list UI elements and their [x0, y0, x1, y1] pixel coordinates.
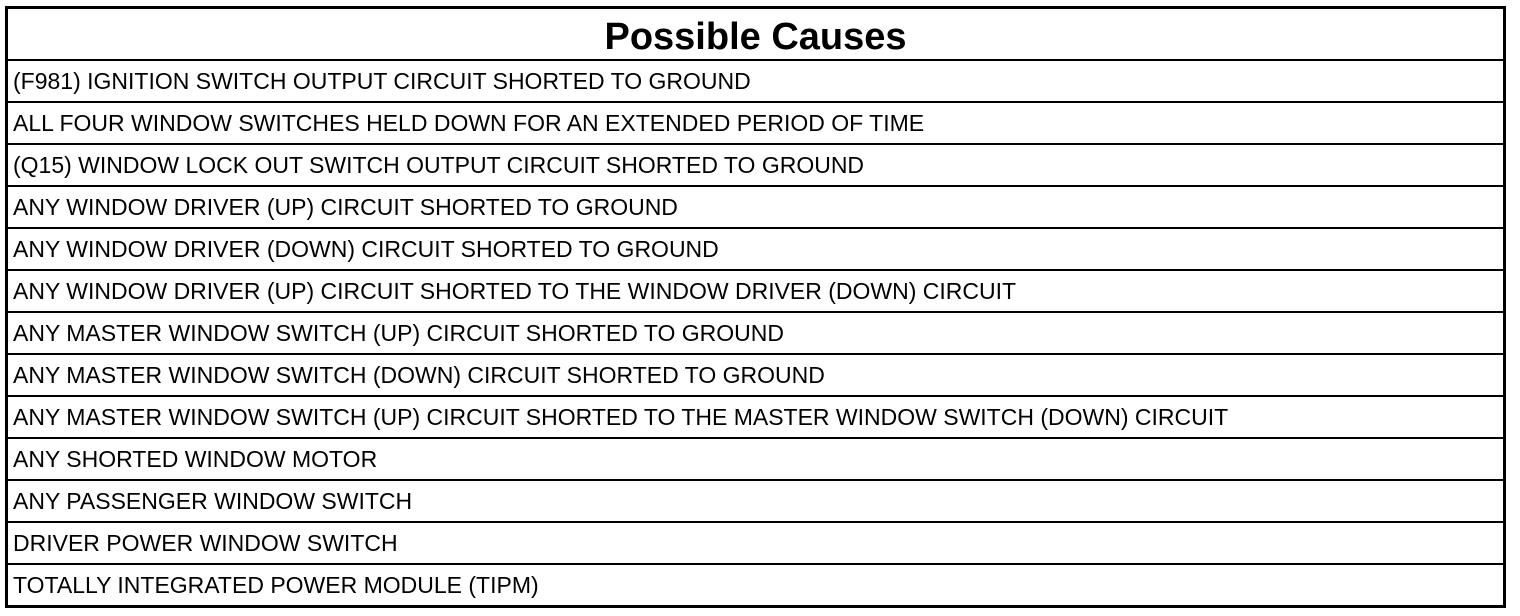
table-row: ANY WINDOW DRIVER (DOWN) CIRCUIT SHORTED TO GROUND: [8, 229, 1503, 271]
table-row: DRIVER POWER WINDOW SWITCH: [8, 523, 1503, 565]
table-row: ANY SHORTED WINDOW MOTOR: [8, 439, 1503, 481]
table-row: (F981) IGNITION SWITCH OUTPUT CIRCUIT SHORTED TO GROUND: [8, 61, 1503, 103]
table-row: ANY MASTER WINDOW SWITCH (UP) CIRCUIT SHORTED TO THE MASTER WINDOW SWITCH (DOWN) CIRCUIT: [8, 397, 1503, 439]
table-row: ANY PASSENGER WINDOW SWITCH: [8, 481, 1503, 523]
table-row: ANY MASTER WINDOW SWITCH (DOWN) CIRCUIT SHORTED TO GROUND: [8, 355, 1503, 397]
table-row: TOTALLY INTEGRATED POWER MODULE (TIPM): [13, 571, 539, 598]
table-title: Possible Causes: [8, 9, 1503, 61]
table-row: ANY WINDOW DRIVER (UP) CIRCUIT SHORTED TO GROUND: [8, 187, 1503, 229]
table-row: ANY MASTER WINDOW SWITCH (UP) CIRCUIT SHORTED TO GROUND: [8, 313, 1503, 355]
table-row: (Q15) WINDOW LOCK OUT SWITCH OUTPUT CIRCUIT SHORTED TO GROUND: [8, 145, 1503, 187]
possible-causes-table: [5, 6, 1506, 608]
table-row: ANY WINDOW DRIVER (UP) CIRCUIT SHORTED TO THE WINDOW DRIVER (DOWN) CIRCUIT: [8, 271, 1503, 313]
table-row: ALL FOUR WINDOW SWITCHES HELD DOWN FOR AN EXTENDED PERIOD OF TIME: [8, 103, 1503, 145]
